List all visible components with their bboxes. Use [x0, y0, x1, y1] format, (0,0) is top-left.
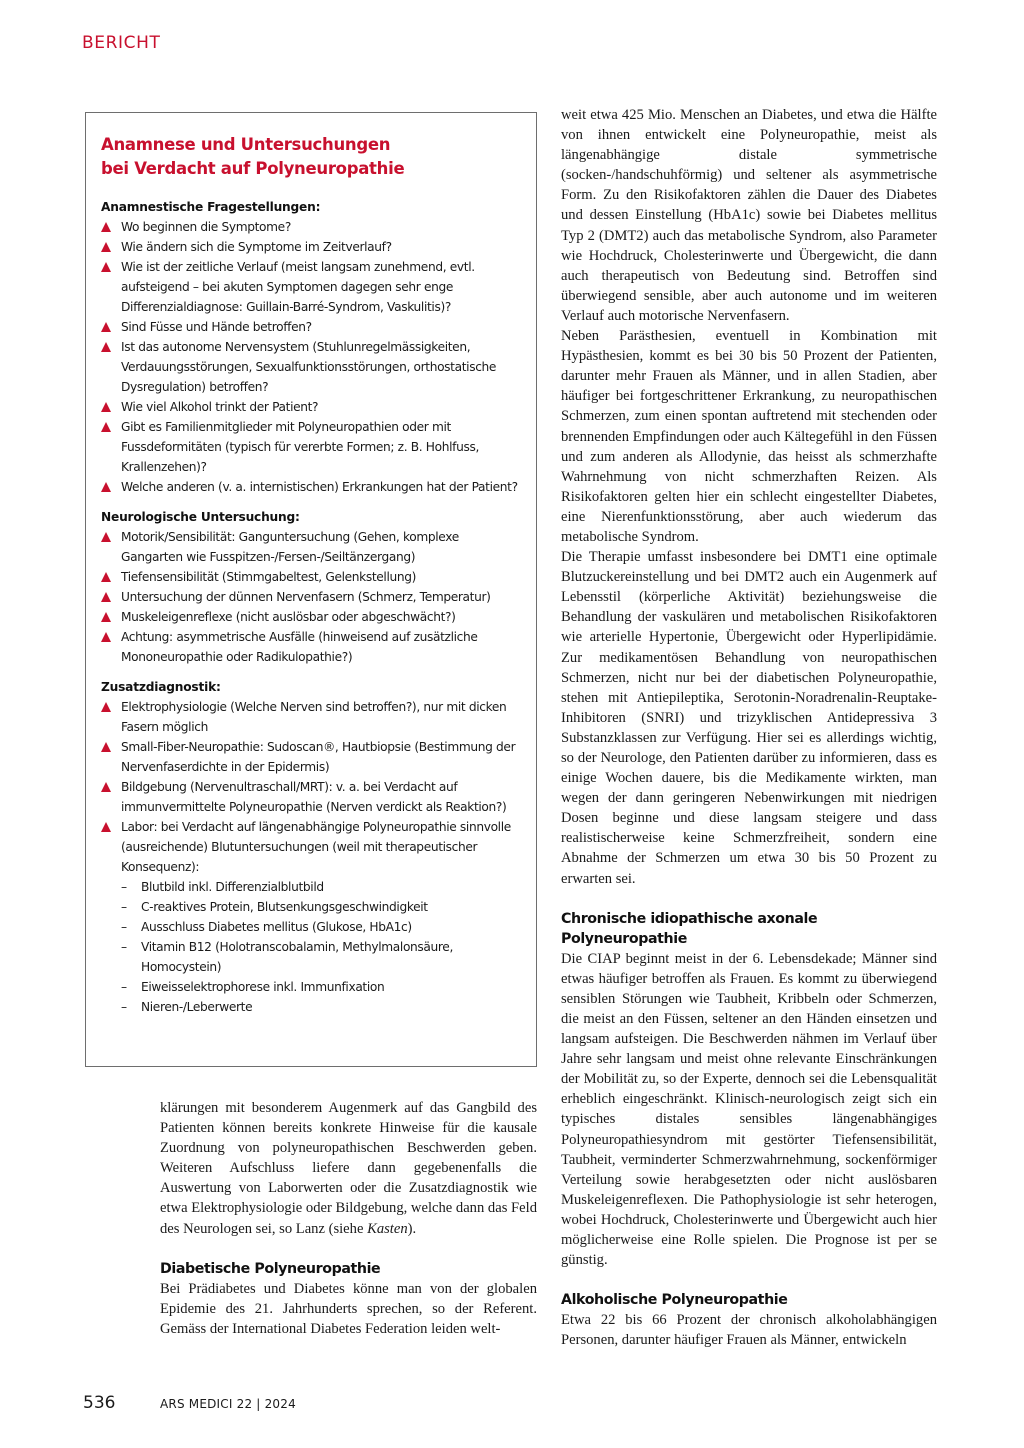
paragraph: Bei Prädiabetes und Diabetes könne man von der globalen Epidemie des 21. Jahrhunderts sprechen, so der Referent. Gemäss der International Diabetes Federation leiden welt-	[160, 1280, 537, 1337]
triangle-bullet-icon	[101, 822, 111, 832]
dash-bullet-icon: –	[121, 900, 127, 914]
lab-sublist	[121, 877, 522, 1017]
triangle-bullet-icon	[101, 572, 111, 582]
item-text: Ausschluss Diabetes mellitus (Glukose, HbA1c)	[141, 920, 412, 934]
list-item	[101, 417, 522, 477]
list-item	[101, 217, 522, 237]
paragraph-text: klärungen mit besonderem Augenmerk auf das Gangbild des Patienten können bereits konkrete Hinweise für die kausale Zuordnung von polyneuropathischen Beschwerden geben. Weiteren Aufschluss liefere dann gegebenenfalls die Auswertung von Laborwerten oder die Zusatzdiagnostik wie etwa Elektrophysiologie oder Bildgebung, welche dann das Feld des Neurologen sei, so Lanz (siehe	[160, 1100, 537, 1237]
item-text: Tiefensensibilität (Stimmgabeltest, Gelenkstellung)	[121, 570, 417, 584]
list-item	[101, 777, 522, 817]
subhead-ciap: Chronische idiopathische axonale Polyneuropathie	[561, 910, 818, 947]
group-anamnesis	[101, 197, 522, 497]
triangle-bullet-icon	[101, 592, 111, 602]
list-item	[101, 477, 522, 497]
title-line-2: bei Verdacht auf Polyneuropathie	[101, 159, 405, 178]
triangle-bullet-icon	[101, 612, 111, 622]
item-text: Gibt es Familienmitglieder mit Polyneuropathien oder mit Fussdeformitäten (typisch für vererbte Formen; z. B. Hohlfuss, Krallenzehen)?	[121, 420, 479, 474]
triangle-bullet-icon	[101, 242, 111, 252]
list-item	[101, 237, 522, 257]
triangle-bullet-icon	[101, 742, 111, 752]
item-text: Wie viel Alkohol trinkt der Patient?	[121, 400, 319, 414]
item-text: Wo beginnen die Symptome?	[121, 220, 291, 234]
triangle-bullet-icon	[101, 422, 111, 432]
lab-item	[121, 897, 522, 917]
list-item	[101, 607, 522, 627]
triangle-bullet-icon	[101, 482, 111, 492]
paragraph: weit etwa 425 Mio. Menschen an Diabetes, und etwa die Hälfte von ihnen entwickelt eine Polyneuropathie, meist als längenabhängige distale symmetrische (socken-/handschuhförmig) und seltener als asymmetrische Form. Zu den Risikofaktoren zählen die Dauer des Diabetes und dessen Einstellung (HbA1c) sowie bei Diabetes mellitus Typ 2 (DMT2) auch das metabolische Syndrom, also Parameter wie Hochdruck, Cholesterinwerte und Übergewicht, die dann auch therapeutisch von Bedeutung sind. Betroffen sind überwiegend sensible, aber auch autonome und im weiteren Verlauf auch motorische Nervenfasern.	[561, 107, 937, 324]
paragraph-text-end: ).	[407, 1220, 417, 1237]
item-text: Bildgebung (Nervenultraschall/MRT): v. a. bei Verdacht auf immunvermittelte Polyneuropathie (Nerven verdickt als Reaktion?)	[121, 780, 507, 814]
lab-item	[121, 977, 522, 997]
dash-bullet-icon: –	[121, 1000, 127, 1014]
info-box	[85, 112, 537, 1067]
group-additional-diagnostics	[101, 677, 522, 1017]
item-text: Sind Füsse und Hände betroffen?	[121, 320, 312, 334]
right-column-text	[561, 105, 937, 1350]
dash-bullet-icon: –	[121, 980, 127, 994]
item-text: C-reaktives Protein, Blutsenkungsgeschwindigkeit	[141, 900, 428, 914]
item-text: Labor: bei Verdacht auf längenabhängige Polyneuropathie sinnvolle (ausreichende) Blutuntersuchungen (weil mit therapeutischer Konsequenz):	[121, 820, 511, 874]
paragraph: Die Therapie umfasst insbesondere bei DMT1 eine optimale Blutzuckereinstellung und bei DMT2 auch ein Augenmerk auf Lebensstil (körperliche Aktivität) beziehungsweise die Behandlung der vaskulären und metabolischen Risikofaktoren wie arterielle Hypertonie, Übergewicht oder Hyperlipidämie. Zur medikamentösen Behandlung von neuropathischen Schmerzen, nicht nur bei der diabetischen Polyneuropathie, stehen mit Antiepileptika, Serotonin-Noradrenalin-Reuptake-Inhibitoren (SNRI) und trizyklischen Antidepressiva 3 Substanzklassen zur Verfügung. Hier sei es allerdings wichtig, so der Neurologe, den Patienten darüber zu informieren, dass es einige Wochen dauere, bis die Medikamente wirkten, man wegen der dann geringeren Nebenwirkungen mit niedrigen Dosen beginne und diese langsam steigere und dass realistischerweise keine Schmerzfreiheit, sondern eine Abnahme der Schmerzen um etwa 30 bis 50 Prozent zu erwarten sei.	[561, 549, 937, 887]
list-item	[101, 697, 522, 737]
bullet-list	[101, 527, 522, 667]
list-item	[101, 567, 522, 587]
item-text: Vitamin B12 (Holotranscobalamin, Methylmalonsäure, Homocystein)	[141, 940, 453, 974]
page-number: 536	[83, 1393, 116, 1413]
lab-item	[121, 937, 522, 977]
dash-bullet-icon: –	[121, 880, 127, 894]
italic-reference: Kasten	[367, 1220, 408, 1237]
paragraph	[160, 1098, 537, 1239]
lab-item	[121, 877, 522, 897]
item-text: Small-Fiber-Neuropathie: Sudoscan®, Hautbiopsie (Bestimmung der Nervenfaserdichte in der Epidermis)	[121, 740, 516, 774]
bullet-list	[101, 217, 522, 497]
lab-item	[121, 997, 522, 1017]
item-text: Welche anderen (v. a. internistischen) Erkrankungen hat der Patient?	[121, 480, 518, 494]
triangle-bullet-icon	[101, 262, 111, 272]
dash-bullet-icon: –	[121, 940, 127, 954]
list-item	[101, 817, 522, 1017]
item-text: Wie ändern sich die Symptome im Zeitverlauf?	[121, 240, 392, 254]
paragraph: Neben Parästhesien, eventuell in Kombination mit Hypästhesien, kommt es bei 30 bis 50 Prozent der Patienten, darunter mehr Frauen als Männer, und in allen Stadien, aber häufiger bei fortgeschrittener Erkrankung, zu neuropathischen Schmerzen, zum einen spontan auftretend mit stechenden oder brennenden Empfindungen oder auch Kältegefühl in den Füssen und zum anderen als Allodynie, das heisst als schmerzhafte Wahrnehmung von nicht schmerzhaften Reizen. Als Risikofaktoren gelten hier ein schlecht eingestellter Diabetes, eine Nierenfunktionsstörung, aber auch wiederum das metabolische Syndrom.	[561, 328, 937, 545]
item-text: Elektrophysiologie (Welche Nerven sind betroffen?), nur mit dicken Fasern möglich	[121, 700, 507, 734]
title-line-1: Anamnese und Untersuchungen	[101, 135, 391, 154]
list-item	[101, 397, 522, 417]
triangle-bullet-icon	[101, 402, 111, 412]
triangle-bullet-icon	[101, 702, 111, 712]
bullet-list	[101, 697, 522, 1017]
list-item	[101, 317, 522, 337]
list-item	[101, 627, 522, 667]
group-heading: Zusatzdiagnostik:	[101, 680, 221, 694]
group-heading: Neurologische Untersuchung:	[101, 510, 300, 524]
triangle-bullet-icon	[101, 782, 111, 792]
lab-item	[121, 917, 522, 937]
section-label: BERICHT	[82, 33, 161, 53]
journal-name: ARS MEDICI 22 | 2024	[160, 1397, 296, 1411]
item-text: Muskeleigenreflexe (nicht auslösbar oder abgeschwächt?)	[121, 610, 456, 624]
triangle-bullet-icon	[101, 322, 111, 332]
item-text: Wie ist der zeitliche Verlauf (meist langsam zunehmend, evtl. aufsteigend – bei akuten Symptomen dagegen sehr enge Differenzialdiagnose: Guillain-Barré-Syndrom, Vaskulitis)?	[121, 260, 475, 314]
item-text: Untersuchung der dünnen Nervenfasern (Schmerz, Temperatur)	[121, 590, 491, 604]
left-column-text	[160, 1098, 537, 1339]
list-item	[101, 527, 522, 567]
info-box-title	[101, 133, 522, 181]
item-text: Eiweisselektrophorese inkl. Immunfixation	[141, 980, 385, 994]
subhead-alcoholic-polyneuropathy: Alkoholische Polyneuropathie	[561, 1292, 788, 1309]
item-text: Ist das autonome Nervensystem (Stuhlunregelmässigkeiten, Verdauungsstörungen, Sexualfunktionsstörungen, orthostatische Dysregulation) betroffen?	[121, 340, 497, 394]
triangle-bullet-icon	[101, 532, 111, 542]
item-text: Nieren-/Leberwerte	[141, 1000, 253, 1014]
list-item	[101, 257, 522, 317]
item-text: Achtung: asymmetrische Ausfälle (hinweisend auf zusätzliche Mononeuropathie oder Radikulopathie?)	[121, 630, 478, 664]
group-heading: Anamnestische Fragestellungen:	[101, 200, 321, 214]
item-text: Motorik/Sensibilität: Ganguntersuchung (Gehen, komplexe Gangarten wie Fusspitzen-/Fersen-/Seiltänzergang)	[121, 530, 459, 564]
subhead-diabetic-polyneuropathy: Diabetische Polyneuropathie	[160, 1260, 381, 1277]
group-neurological-exam	[101, 507, 522, 667]
paragraph: Die CIAP beginnt meist in der 6. Lebensdekade; Männer sind etwas häufiger betroffen als Frauen. Es kommt zu überwiegend sensiblen Störungen wie Taubheit, Kribbeln oder Schmerzen, die meist an den Füssen, seltener an den Händen einsetzen und langsam aufsteigen. Die Beschwerden nähmen im Verlauf über Jahre sehr langsam und meist ohne relevante Einschränkungen der Mobilität zu, so der Experte, dennoch sei die Lebensqualität erheblich eingeschränkt. Klinisch-neurologisch zeigt sich ein typisches distales sensibles längenabhängiges Polyneuropathiesyndrom mit gestörter Tiefensensibilität, Taubheit, verminderter Schmerzwahrnehmung, sockenförmiger Verteilung sowie herabgesetzten oder nicht auslösbaren Muskeleigenreflexen. Die Pathophysiologie ist sehr heterogen, wobei Hochdruck, Cholesterinwerte und Übergewicht auch hier möglicherweise eine Rolle spielen. Die Prognose ist per se günstig.	[561, 950, 937, 1269]
triangle-bullet-icon	[101, 222, 111, 232]
list-item	[101, 337, 522, 397]
dash-bullet-icon: –	[121, 920, 127, 934]
triangle-bullet-icon	[101, 632, 111, 642]
item-text: Blutbild inkl. Differenzialblutbild	[141, 880, 324, 894]
triangle-bullet-icon	[101, 342, 111, 352]
list-item	[101, 587, 522, 607]
list-item	[101, 737, 522, 777]
paragraph: Etwa 22 bis 66 Prozent der chronisch alkoholabhängigen Personen, darunter häufiger Frauen als Männer, entwickeln	[561, 1312, 937, 1349]
